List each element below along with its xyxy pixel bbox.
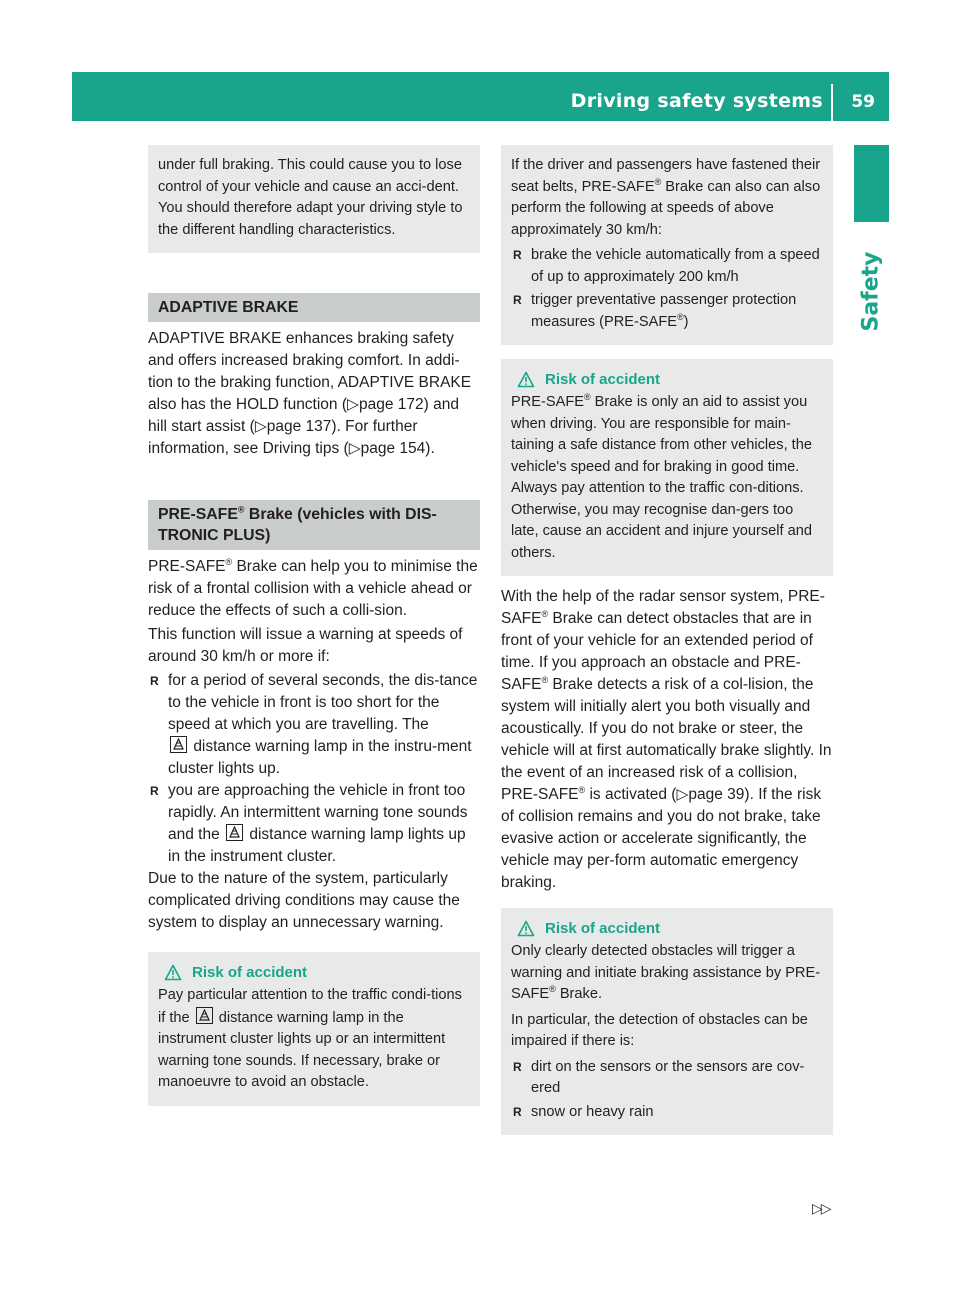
warning-text: Only clearly detected obstacles will trigger a warning and initiate braking assistance by PRE-SAFE® Brake. [511,943,821,1002]
side-tab-block [854,145,889,222]
warning-heading: Risk of accident [511,369,823,390]
page-ref-link[interactable]: page 154 [360,440,426,457]
distance-warning-lamp-icon [196,1007,213,1024]
presafe-heading: PRE-SAFE® Brake (vehicles with DIS-TRONIC PLUS) [148,500,480,550]
list-item: R trigger preventative passenger protection measures (PRE-SAFE®) [511,290,823,333]
distance-warning-lamp-icon [170,736,187,753]
warning-text: PRE-SAFE® Brake is only an aid to assist you when driving. You are responsible for main-taining a safe distance from other vehicles, the vehicle's speed and for braking in good time. Always pay attention to the traffic con-ditions. Otherwise, you may recognise dan-gers too late, cause an accident and injure yourself and others. [511,392,812,561]
warning-triangle-icon [517,920,535,937]
header-divider [831,84,833,121]
warning-triangle-icon [164,964,182,981]
warning-heading: Risk of accident [511,918,823,939]
presafe-info-text: If the driver and passengers have fastened their seat belts, PRE-SAFE® Brake can also can also perform the following at speeds of above approximately 30 km/h: [511,157,821,238]
presafe-note: Due to the nature of the system, particularly complicated driving conditions may cause the system to display an unnecessary warning. [148,870,460,931]
page-ref-link[interactable]: page 172 [358,396,424,413]
page-ref-link[interactable]: page 137 [266,418,332,435]
list-item: R dirt on the sensors or the sensors are cov-ered [511,1057,823,1100]
warning-box [148,952,480,1106]
warning-heading: Risk of accident [158,962,470,983]
side-tab-label: Safety [858,250,884,332]
warning-triangle-icon [517,371,535,388]
adaptive-brake-heading: ADAPTIVE BRAKE [148,293,480,322]
list-item: R brake the vehicle automatically from a speed of up to approximately 200 km/h [511,245,823,288]
page-number: 59 [851,92,875,112]
presafe-conditions: This function will issue a warning at speeds of around 30 km/h or more if: [148,626,463,665]
list-item: R snow or heavy rain [511,1102,823,1124]
header-bar [72,72,889,121]
warning-box [501,908,833,1135]
list-item: R for a period of several seconds, the dis-tance to the vehicle in front is too short for the speed at which you are travelling. The distance warning lamp in the instru-ment cluster lights up. [148,670,480,780]
page-ref-link[interactable]: page 39 [688,786,745,803]
presafe-info-box [501,145,833,345]
warning-text: Pay particular attention to the traffic condi-tions if the distance warning lamp in the instrument cluster lights up or an intermittent warning tone sounds. If necessary, brake or manoeuvre to avoid an obstacle. [158,987,462,1090]
continue-marker: ▷▷ [812,1200,830,1216]
warning-box [501,359,833,576]
list-item: R you are approaching the vehicle in front too rapidly. An intermittent warning tone sounds and the distance warning lamp lights up in the instrument cluster. [148,780,480,868]
left-column [148,145,480,1106]
intro-box [148,145,480,253]
presafe-intro: PRE-SAFE® Brake can help you to minimise the risk of a frontal collision with a vehicle ahead or reduce the effects of such a colli-sion. [148,556,478,619]
intro-text: under full braking. This could cause you to lose control of your vehicle and cause an acci-dent. You should therefore adapt your driving style to the different handling characteristics. [158,157,463,238]
adaptive-brake-text: ADAPTIVE BRAKE enhances braking safety and offers increased braking comfort. In addi-tion to the braking function, ADAPTIVE BRAKE also has the HOLD function (▷page 172) and hill start assist (▷page 137). For further information, see Driving tips (▷page 154). [148,330,472,457]
distance-warning-lamp-icon [226,824,243,841]
radar-detection-text: With the help of the radar sensor system, PRE-SAFE® Brake can detect obstacles that are in front of your vehicle for an extended period of time. If you approach an obstacle and PRE-SAFE® Brake detects a risk of a col-lision, the system will initially alert you both visually and acoustically. If you do not brake or steer, the vehicle will at first automatically brake slightly. In the event of an increased risk of a collision, PRE-SAFE® is activated (▷page 39). If the risk of collision remains and you do not brake, take evasive action or accelerate significantly, the vehicle may per-form automatic emergency braking. [501,588,832,891]
section-title: Driving safety systems [570,90,823,112]
right-column [501,145,833,1135]
warning-text: In particular, the detection of obstacles can be impaired if there is: [511,1011,808,1049]
